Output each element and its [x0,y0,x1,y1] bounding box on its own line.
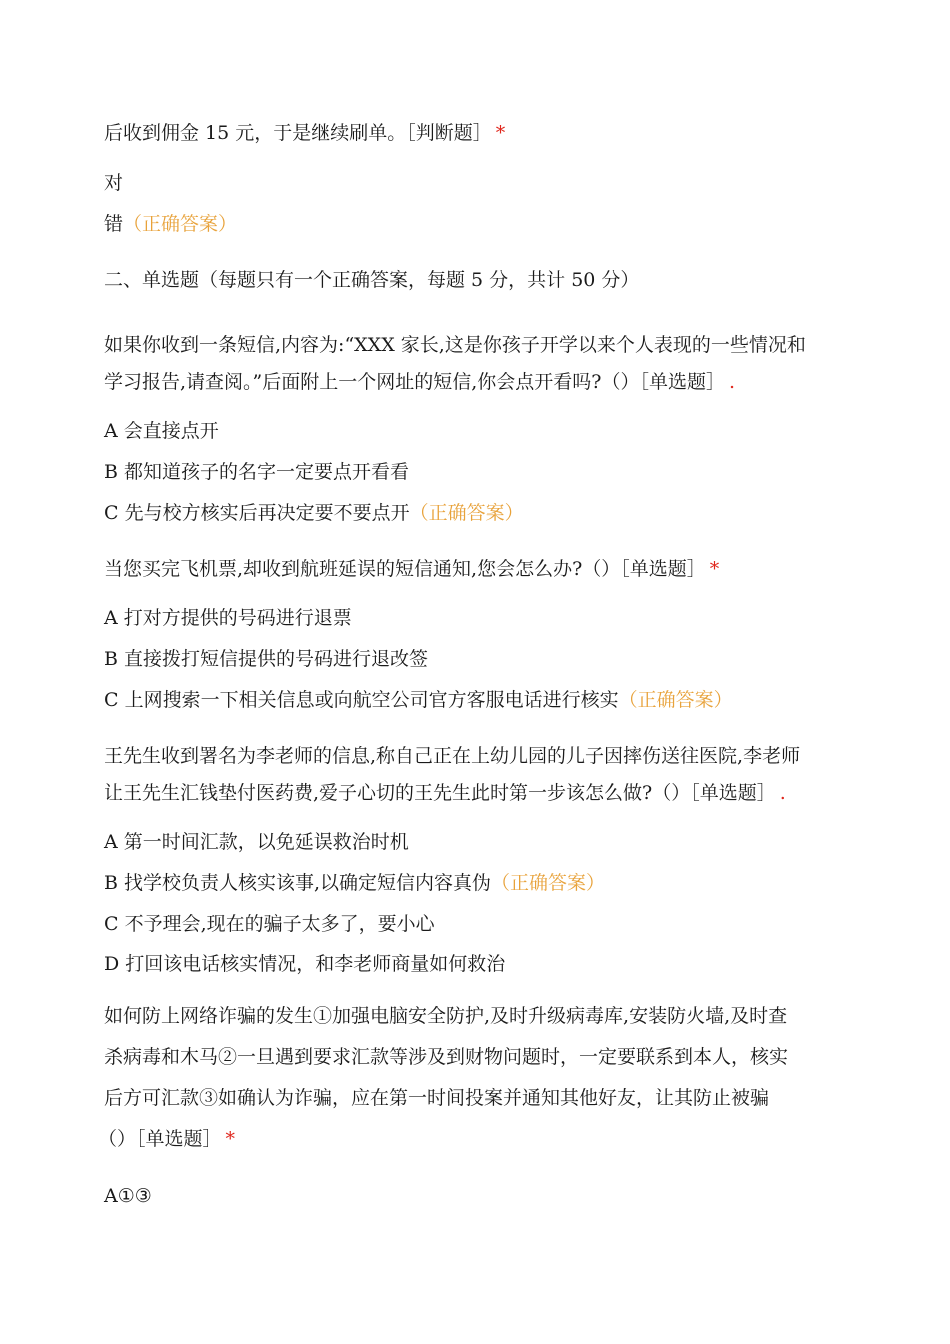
option-item[interactable]: A 第一时间汇款，以免延误救治时机 [104,831,409,853]
section-title: 二、单选题（每题只有一个正确答案，每题 5 分，共计 50 分） [104,269,640,291]
option-item[interactable]: 对 [104,172,124,194]
question-text: 杀病毒和木马②一旦遇到要求汇款等涉及到财物问题时，一定要联系到本人，核实 [104,1046,789,1068]
question-text: 后方可汇款③如确认为诈骗，应在第一时间投案并通知其他好友，让其防止被骗 [104,1087,770,1109]
required-mark: . [779,782,786,804]
question-text: 让王先生汇钱垫付医药费,爱子心切的王先生此时第一步该怎么做?（）［单选题］ . [104,782,786,804]
question-text: 如果你收到一条短信,内容为:“XXX 家长,这是你孩子开学以来个人表现的一些情况和 [104,334,806,356]
required-mark: * [709,558,720,580]
question-text: 如何防上网络诈骗的发生①加强电脑安全防护,及时升级病毒库,安装防火墙,及时查 [104,1005,788,1027]
option-item[interactable]: A①③ [104,1185,152,1207]
question-text: 后收到佣金 15 元，于是继续刷单。［判断题］ * [104,122,506,144]
correct-answer-tag: （正确答案） [123,213,238,235]
question-text: 当您买完飞机票,却收到航班延误的短信通知,您会怎么办?（）［单选题］ * [104,558,720,580]
option-item[interactable]: B 找学校负责人核实该事,以确定短信内容真伪（正确答案） [104,872,606,894]
question-text: 王先生收到署名为李老师的信息,称自己正在上幼儿园的儿子因摔伤送往医院,李老师 [104,745,801,767]
option-item[interactable]: C 先与校方核实后再决定要不要点开（正确答案） [104,502,524,524]
option-item[interactable]: A 打对方提供的号码进行退票 [104,607,352,629]
option-item[interactable]: B 直接拨打短信提供的号码进行退改签 [104,648,429,670]
option-item[interactable]: D 打回该电话核实情况，和李老师商量如何救治 [104,953,506,975]
required-mark: * [495,122,506,144]
required-mark: * [225,1128,236,1150]
option-item[interactable]: A 会直接点开 [104,420,219,442]
question-text: （）［单选题］ * [98,1128,236,1150]
required-mark: . [728,371,736,393]
option-item[interactable]: C 上网搜索一下相关信息或向航空公司官方客服电话进行核实（正确答案） [104,689,733,711]
option-item[interactable]: C 不予理会,现在的骗子太多了，要小心 [104,913,435,935]
correct-answer-tag: （正确答案） [409,502,524,524]
correct-answer-tag: （正确答案） [618,689,733,711]
option-item[interactable]: B 都知道孩子的名字一定要点开看看 [104,461,410,483]
question-text: 学习报告,请查阅。”后面附上一个网址的短信,你会点开看吗?（）［单选题］ . [104,371,736,393]
option-item[interactable]: 错（正确答案） [104,213,238,235]
correct-answer-tag: （正确答案） [491,872,606,894]
